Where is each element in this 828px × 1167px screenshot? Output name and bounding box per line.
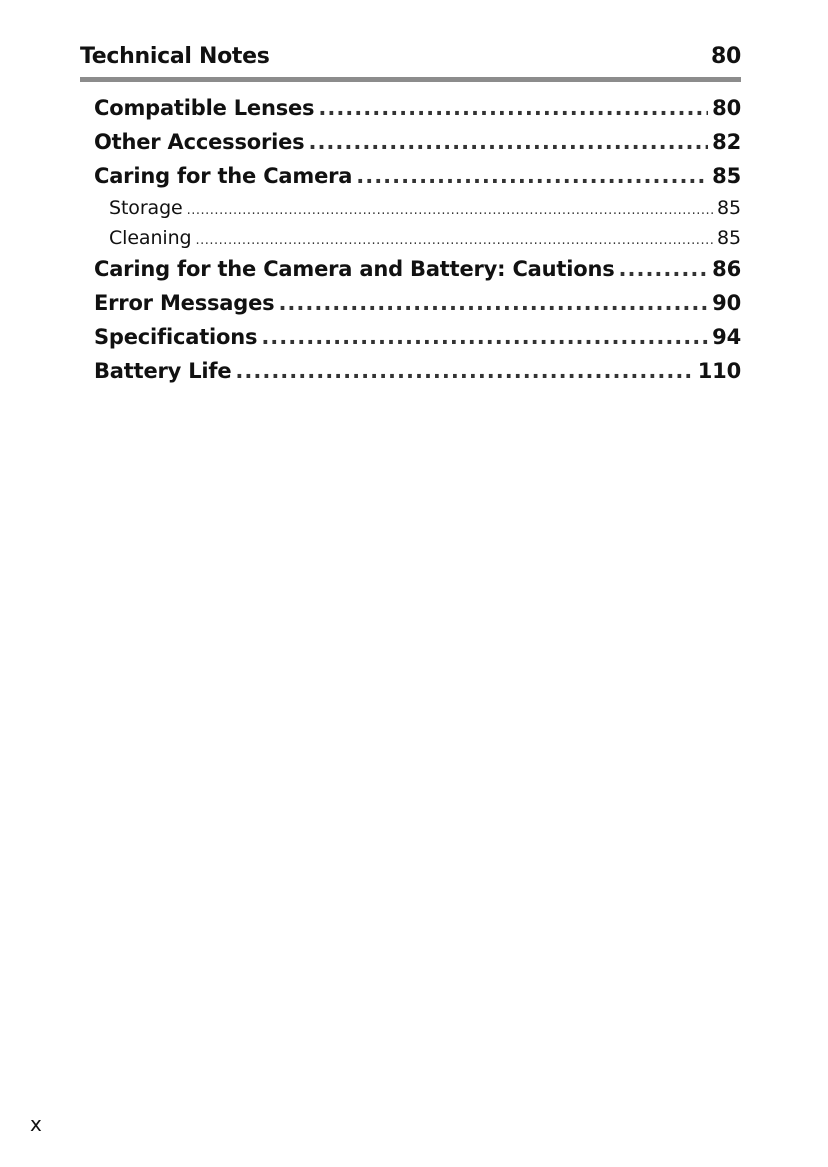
toc-entry-caring-cautions[interactable] (94, 253, 741, 287)
toc-entry-label: Caring for the Camera and Battery: Cautions (94, 257, 615, 282)
toc-entry-page: 90 (712, 291, 741, 316)
toc-entry-page: 82 (712, 129, 741, 154)
toc-entry-cleaning[interactable] (94, 223, 741, 253)
toc-entry-label: Storage (109, 197, 183, 220)
toc-entry-compatible-lenses[interactable] (94, 92, 741, 126)
toc-entry-storage[interactable] (94, 193, 741, 223)
toc-dot-leader (318, 92, 708, 126)
footer-page-number: x (30, 1112, 42, 1136)
toc-entry-specifications[interactable] (94, 321, 741, 355)
toc-entry-caring-for-the-camera[interactable] (94, 160, 741, 194)
toc-dot-leader (356, 160, 708, 194)
toc-entry-battery-life[interactable] (94, 355, 741, 389)
section-header (80, 40, 741, 72)
toc-dot-leader (196, 226, 714, 253)
toc-entry-label: Caring for the Camera (94, 163, 353, 188)
toc-entry-page: 94 (712, 324, 741, 349)
toc-dot-leader (187, 196, 713, 223)
table-of-contents (94, 92, 741, 389)
toc-entry-other-accessories[interactable] (94, 126, 741, 160)
toc-entry-page: 110 (697, 358, 741, 383)
toc-dot-leader (261, 321, 708, 355)
toc-entry-label: Battery Life (94, 358, 232, 383)
toc-entry-page: 85 (717, 197, 741, 220)
toc-entry-label: Error Messages (94, 291, 275, 316)
toc-entry-label: Other Accessories (94, 129, 305, 154)
toc-dot-leader (235, 355, 693, 389)
section-page-number: 80 (710, 43, 741, 69)
section-divider (80, 77, 741, 82)
toc-entry-page: 80 (712, 96, 741, 120)
toc-entry-error-messages[interactable] (94, 287, 741, 321)
toc-entry-page: 85 (712, 163, 741, 188)
toc-entry-label: Compatible Lenses (94, 96, 315, 120)
toc-entry-page: 86 (712, 257, 741, 282)
toc-entry-label: Specifications (94, 324, 258, 349)
toc-entry-page: 85 (717, 227, 741, 250)
toc-dot-leader (619, 253, 709, 287)
toc-entry-label: Cleaning (109, 227, 192, 250)
toc-dot-leader (308, 126, 708, 160)
section-title: Technical Notes (80, 43, 270, 69)
toc-dot-leader (278, 287, 708, 321)
